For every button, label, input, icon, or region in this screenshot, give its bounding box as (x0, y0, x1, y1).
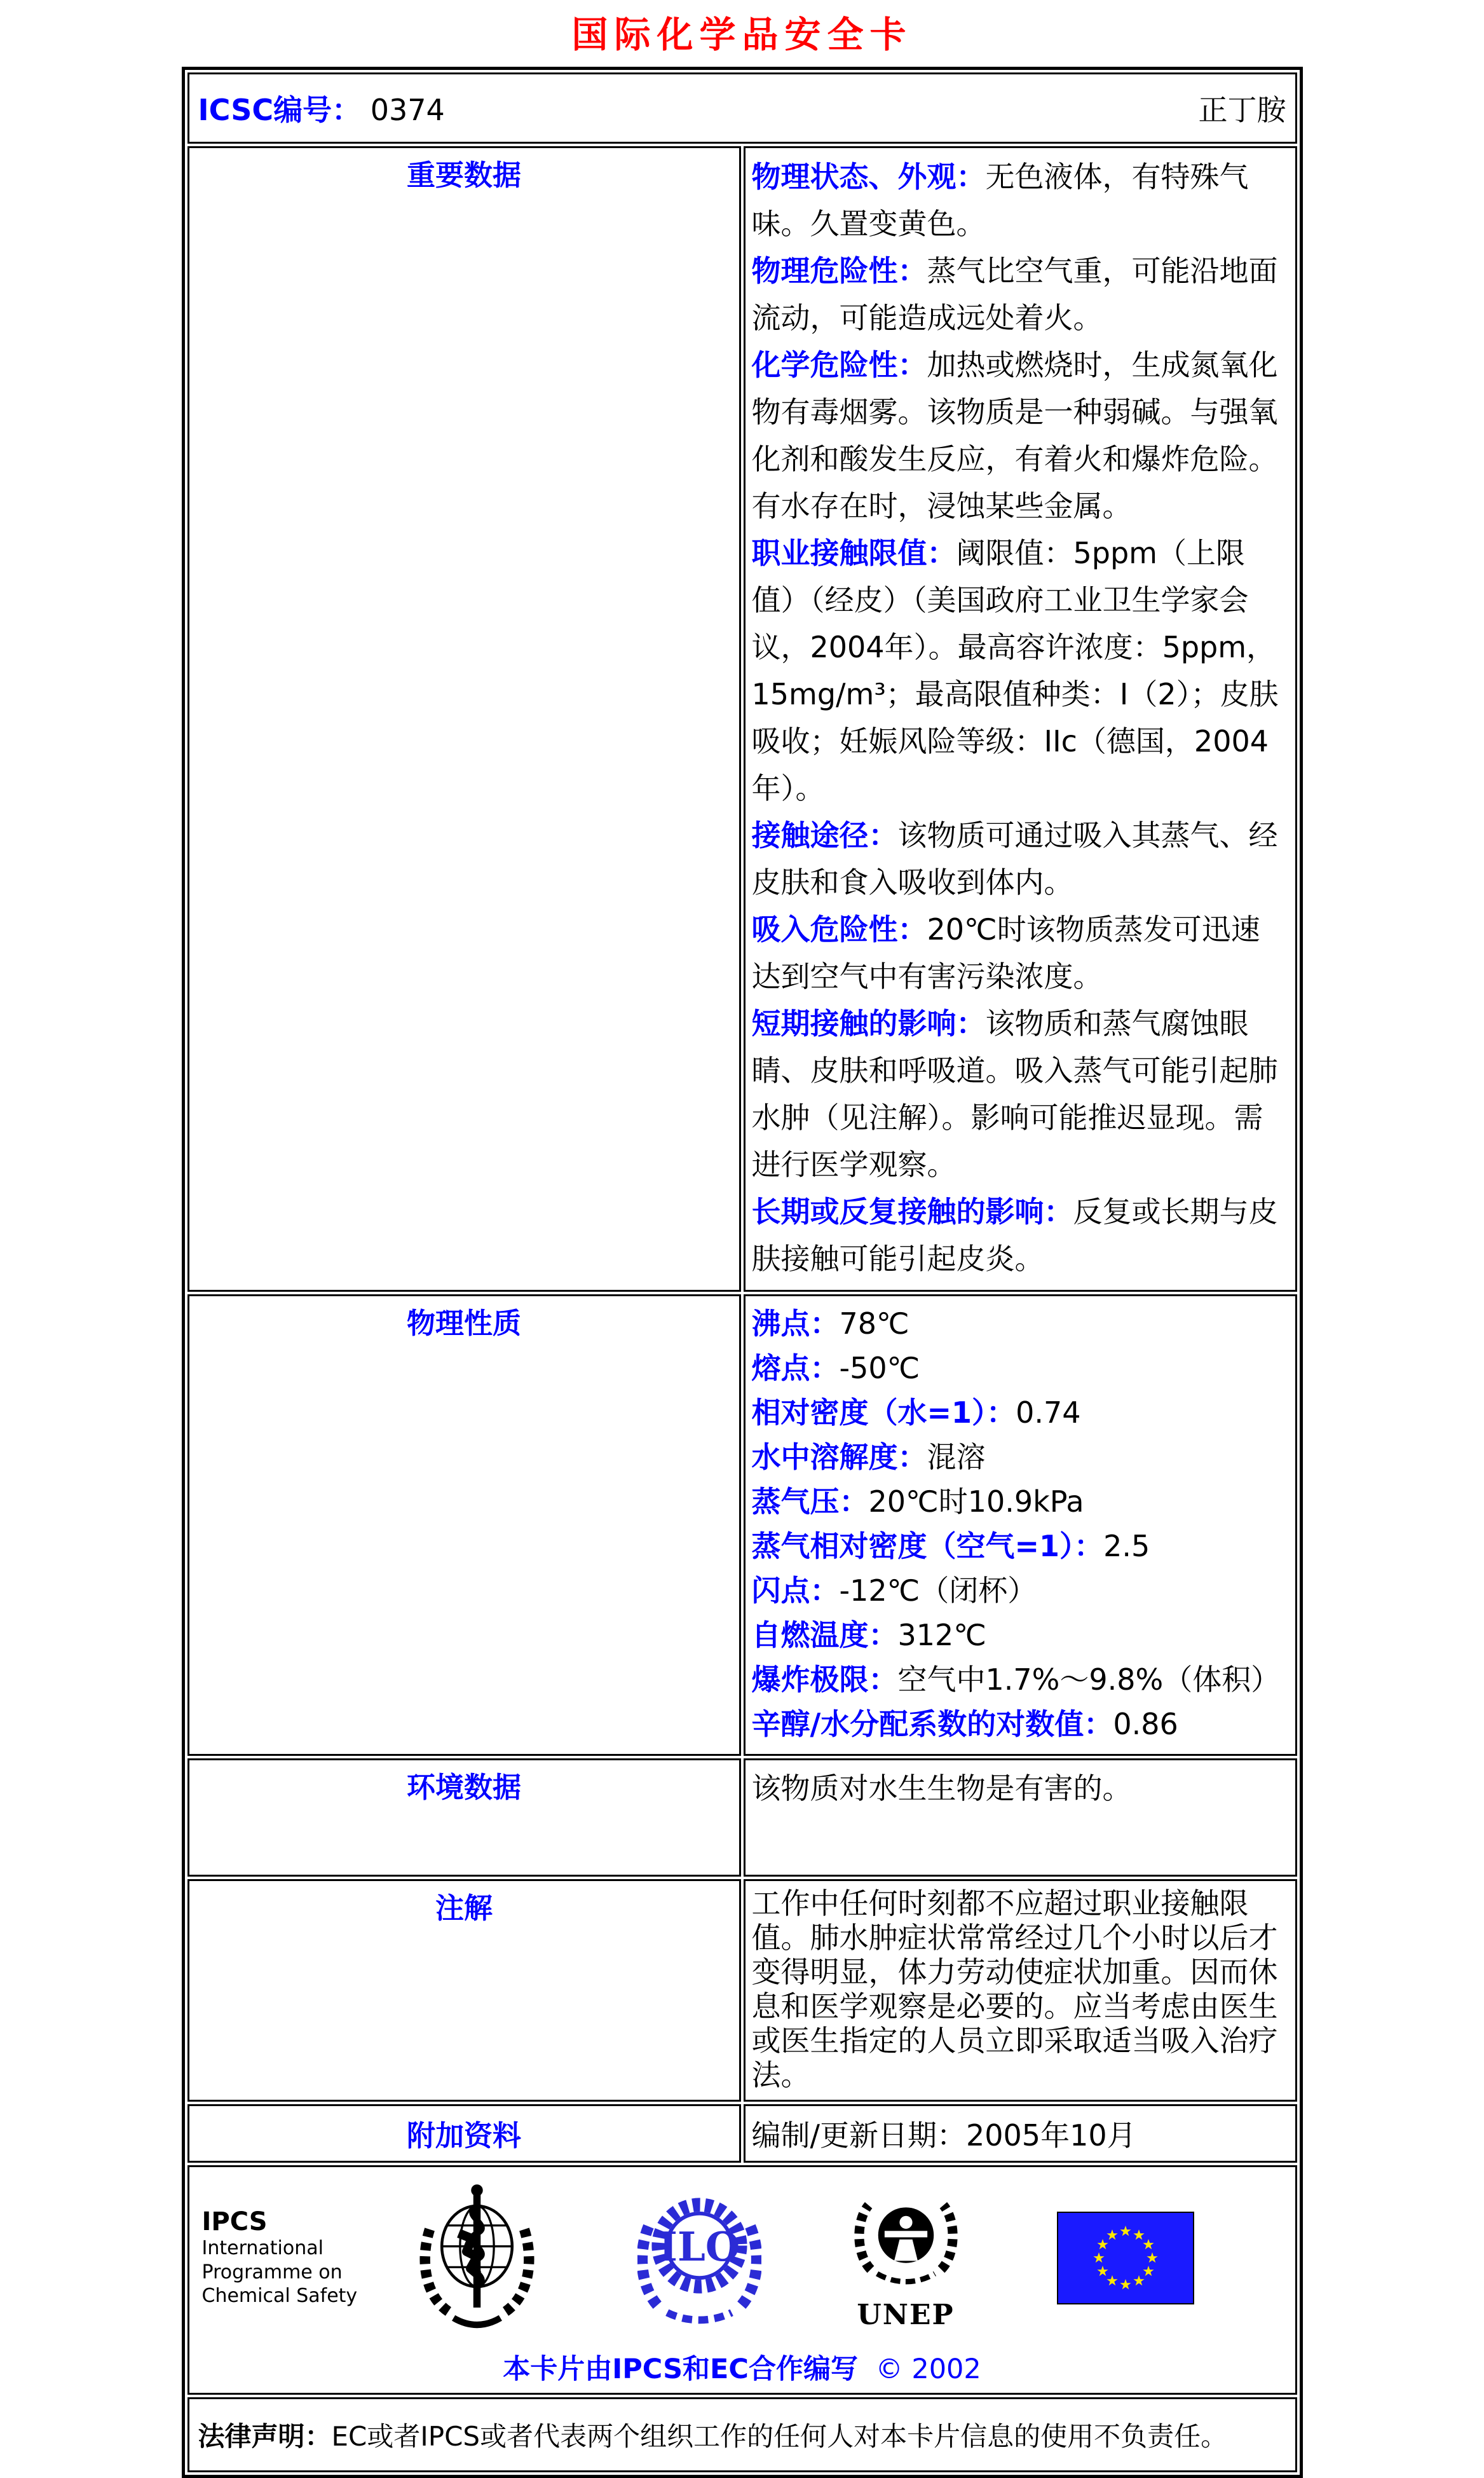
unep-logo-icon (847, 2185, 965, 2331)
important-item: 接触途径：该物质可通过吸入其蒸气、经皮肤和食入吸收到体内。 (751, 818, 1278, 900)
ipcs-subtitle-line2: Programme on (201, 2261, 343, 2283)
important-item: 物理危险性：蒸气比空气重，可能沿地面流动，可能造成远处着火。 (751, 253, 1278, 335)
physical-properties-label: 物理性质 (187, 1294, 741, 1756)
ipcs-subtitle-line3: Chemical Safety (201, 2285, 358, 2308)
icsc-number-value: 0374 (370, 92, 445, 127)
additional-info-label: 附加资料 (187, 2104, 741, 2163)
physical-item: 闪点：-12℃（闭杯） (751, 1573, 1037, 1608)
additional-info-row (187, 2104, 1297, 2163)
important-data-row (187, 146, 1297, 1292)
ipcs-acronym: IPCS (201, 2207, 268, 2237)
important-item: 吸入危险性：20℃时该物质蒸发可迅速达到空气中有害污染浓度。 (751, 912, 1260, 994)
notes-label: 注解 (187, 1879, 741, 2102)
copyright-text: 本卡片由IPCS和EC合作编写 (503, 2353, 858, 2385)
physical-item: 水中溶解度：混溶 (751, 1439, 986, 1474)
physical-properties-row (187, 1294, 1297, 1756)
important-item: 职业接触限值：阈限值：5ppm（上限值）（经皮）（美国政府工业卫生学家会议，2004年）。最高容许浓度：5ppm，15mg/m³；最高限值种类：I（2）；皮肤吸收；妊娠风险等级：IIc（德国，2004年）。 (751, 535, 1279, 805)
important-data-content (744, 146, 1297, 1292)
header-row (187, 72, 1297, 144)
physical-item: 沸点：78℃ (751, 1306, 909, 1341)
who-logo-icon (412, 2179, 542, 2338)
legal-text: EC或者IPCS或者代表两个组织工作的任何人对本卡片信息的使用不负责任。 (331, 2420, 1228, 2452)
physical-item: 爆炸极限：空气中1.7%～9.8%（体积） (751, 1662, 1281, 1697)
legal-label: 法律声明： (198, 2420, 332, 2452)
header-cell (187, 72, 1297, 144)
icsc-number-group (198, 87, 445, 129)
icsc-card (182, 0, 1303, 2478)
logos-cell (187, 2165, 1297, 2395)
ilo-logo-text: ILO (658, 2222, 740, 2270)
environment-content: 该物质对水生生物是有害的。 (744, 1758, 1297, 1877)
icsc-number-label: ICSC编号： (198, 92, 362, 127)
important-item: 长期或反复接触的影响：反复或长期与皮肤接触可能引起皮炎。 (751, 1194, 1278, 1276)
important-item: 化学危险性：加热或燃烧时，生成氮氧化物有毒烟雾。该物质是一种弱碱。与强氧化剂和酸发生反应，有着火和爆炸危险。 有水存在时，浸蚀某些金属。 (751, 347, 1278, 523)
icsc-table (182, 67, 1303, 2478)
legal-row (187, 2397, 1297, 2472)
legal-cell (187, 2397, 1297, 2472)
chemical-name: 正丁胺 (1198, 92, 1286, 127)
unep-logo-text: UNEP (857, 2298, 955, 2331)
ipcs-subtitle-line1: International (201, 2237, 323, 2260)
physical-item: 蒸气压：20℃时10.9kPa (751, 1484, 1084, 1519)
environment-label: 环境数据 (187, 1758, 741, 1877)
page-title: 国际化学品安全卡 (571, 14, 913, 56)
ipcs-text-block (202, 2207, 393, 2308)
copyright-year: © 2002 (875, 2353, 981, 2385)
physical-item: 自燃温度：312℃ (751, 1617, 986, 1652)
logos-row (187, 2165, 1297, 2395)
ilo-logo-icon (637, 2182, 761, 2334)
important-item: 短期接触的影响：该物质和蒸气腐蚀眼睛、皮肤和呼吸道。吸入蒸气可能引起肺水肿（见注解）。影响可能推迟显现。需进行医学观察。 (751, 1006, 1278, 1182)
notes-row (187, 1879, 1297, 2102)
notes-content: 工作中任何时刻都不应超过职业接触限值。肺水肿症状常常经过几个小时以后才变得明显，体力劳动使症状加重。因而休息和医学观察是必要的。应当考虑由医生或医生指定的人员立即采取适当吸入治疗法。 (744, 1879, 1297, 2102)
physical-item: 蒸气相对密度（空气=1）：2.5 (751, 1528, 1150, 1563)
physical-item: 相对密度（水=1）：0.74 (751, 1395, 1081, 1430)
physical-item: 熔点：-50℃ (751, 1350, 920, 1385)
physical-item: 辛醇/水分配系数的对数值：0.86 (751, 1706, 1178, 1741)
eu-flag-icon (1057, 2212, 1194, 2304)
physical-properties-content (744, 1294, 1297, 1756)
additional-info-content: 编制/更新日期：2005年10月 (744, 2104, 1297, 2163)
important-item: 物理状态、外观：无色液体，有特殊气味。久置变黄色。 (751, 159, 1249, 241)
copyright-line (202, 2348, 1283, 2386)
environment-row (187, 1758, 1297, 1877)
important-data-label: 重要数据 (187, 146, 741, 1292)
